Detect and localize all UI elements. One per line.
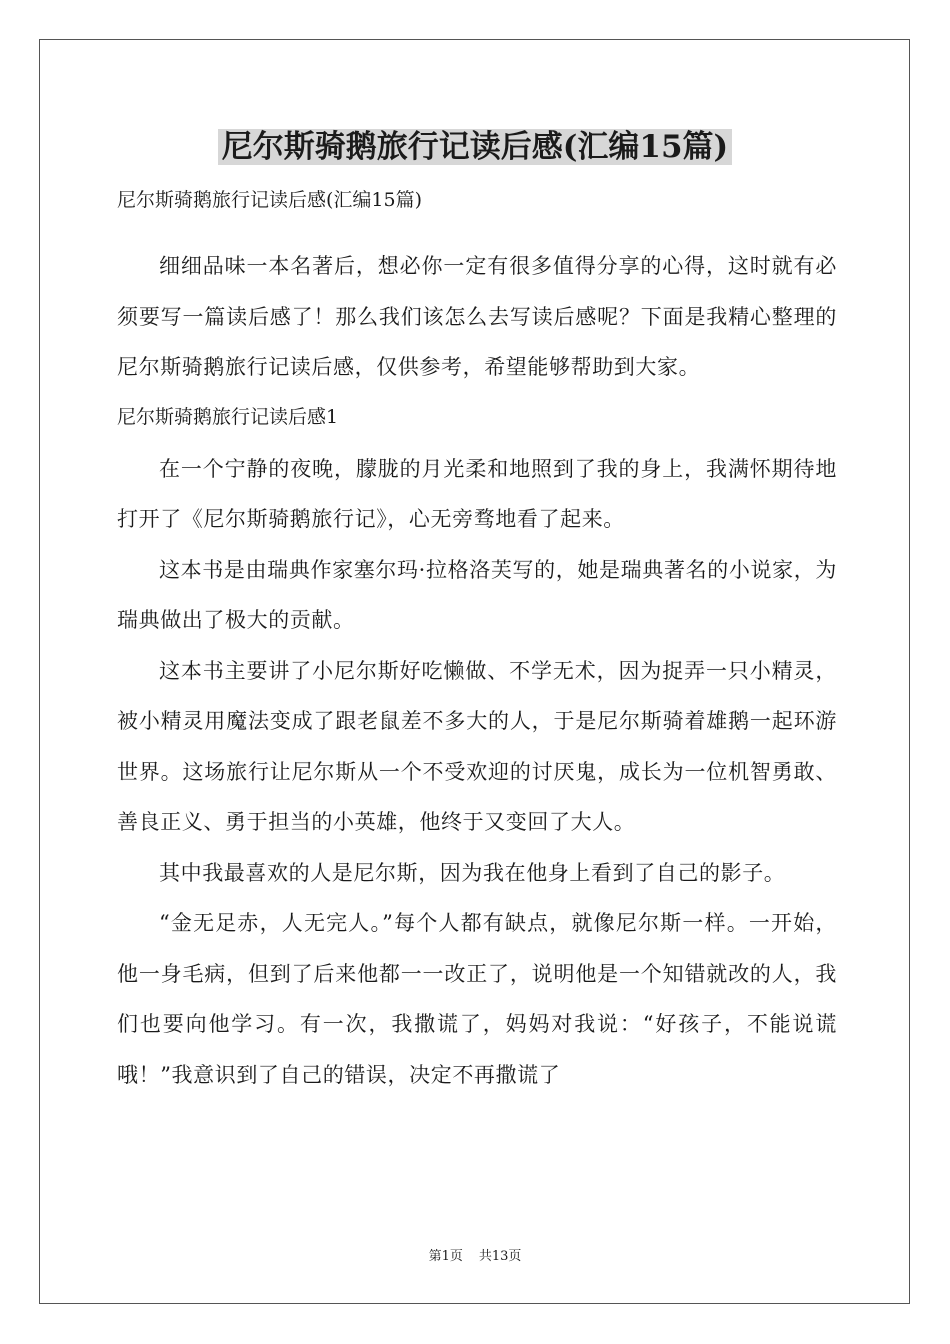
body-paragraph: 这本书主要讲了小尼尔斯好吃懒做、不学无术，因为捉弄一只小精灵，被小精灵用魔法变成了跟老鼠差不多大的人，于是尼尔斯骑着雄鹅一起环游世界。这场旅行让尼尔斯从一个不受欢迎的讨厌鬼，成长为一位机智勇敢、善良正义、勇于担当的小英雄，他终于又变回了大人。 [117,658,837,834]
intro-paragraph: 细细品味一本名著后，想必你一定有很多值得分享的心得，这时就有必须要写一篇读后感了！那么我们该怎么去写读后感呢？下面是我精心整理的尼尔斯骑鹅旅行记读后感，仅供参考，希望能够帮助到大家。 [117,254,837,379]
document-body [117,182,837,1100]
section-heading: 尼尔斯骑鹅旅行记读后感1 [117,405,339,428]
body-paragraph: 其中我最喜欢的人是尼尔斯，因为我在他身上看到了自己的影子。 [159,860,786,885]
body-paragraph: 在一个宁静的夜晚，朦胧的月光柔和地照到了我的身上，我满怀期待地打开了《尼尔斯骑鹅旅行记》，心无旁骛地看了起来。 [117,456,837,531]
document-subtitle: 尼尔斯骑鹅旅行记读后感(汇编15篇) [117,189,423,211]
document-title-text: 尼尔斯骑鹅旅行记读后感(汇编15篇) [218,129,732,165]
page-number-current: 第1页 [428,1249,463,1264]
body-paragraph: 这本书是由瑞典作家塞尔玛·拉格洛芙写的，她是瑞典著名的小说家，为瑞典做出了极大的贡献。 [117,557,837,632]
document-title [0,126,950,168]
page-number-total: 共13页 [478,1249,522,1264]
page-footer [0,1248,950,1266]
body-paragraph: “金无足赤，人无完人。”每个人都有缺点，就像尼尔斯一样。一开始，他一身毛病，但到了后来他都一一改正了，说明他是一个知错就改的人，我们也要向他学习。有一次，我撒谎了，妈妈对我说：“好孩子，不能说谎哦！”我意识到了自己的错误，决定不再撒谎了 [117,911,837,1087]
